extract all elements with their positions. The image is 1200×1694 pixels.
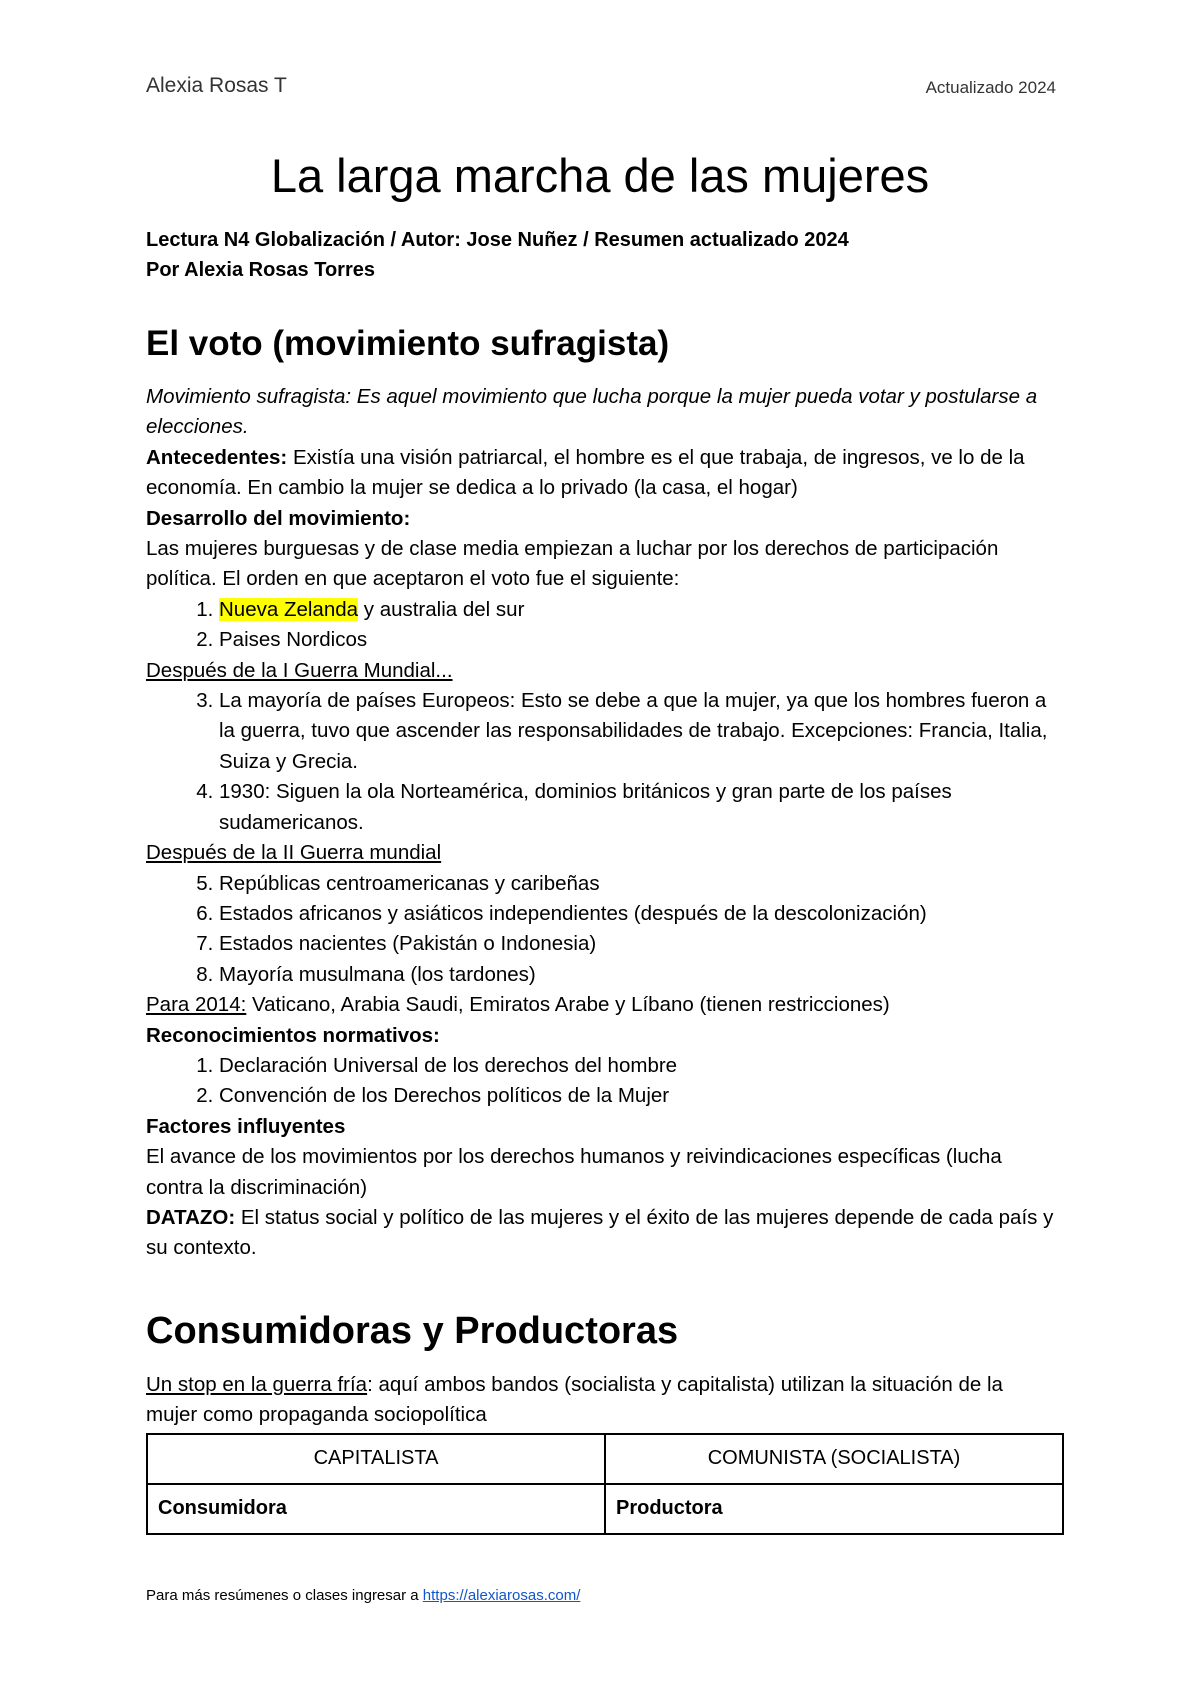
vote-order-list-3 (146, 869, 1056, 991)
factores-text: El avance de los movimientos por los derechos humanos y reivindicaciones específicas (lucha contra la discriminación) (146, 1145, 1002, 1199)
subtitle-line-1: Lectura N4 Globalización / Autor: Jose Nuñez / Resumen actualizado 2024 (146, 229, 849, 251)
antecedentes-text: Existía una visión patriarcal, el hombre es el que trabaja, de ingresos, ve lo de la economía. En cambio la mujer se dedica a lo privado (la casa, el hogar) (146, 445, 1025, 500)
definition (146, 382, 1056, 443)
desarrollo-label (146, 504, 1056, 534)
definition-text: Movimiento sufragista: Es aquel movimiento que lucha porque la mujer pueda votar y postularse a elecciones. (146, 385, 1038, 439)
highlighted-text: Nueva Zelanda (219, 597, 359, 621)
document-body (146, 322, 1056, 1535)
header-updated: Actualizado 2024 (925, 78, 1056, 97)
footer-text: Para más resúmenes o clases ingresar a (146, 1587, 423, 1604)
list-item (219, 595, 1056, 625)
list-item: 7. Estados nacientes (Pakistán o Indonesia) (219, 929, 1056, 959)
stop-label: Un stop en la guerra fría (146, 1372, 368, 1396)
antecedentes-paragraph (146, 443, 1056, 504)
reconocimientos-label (146, 1021, 1056, 1051)
stop-text: : aquí ambos bandos (socialista y capitalista) utilizan la situación de la mujer como propaganda sociopolítica (146, 1372, 1003, 1427)
list-item-text: y australia del sur (358, 597, 525, 621)
document-title: La larga marcha de las mujeres (270, 149, 930, 202)
after-war-1-label: Después de la I Guerra Mundial... (146, 658, 453, 682)
section-heading-consumidoras: Consumidoras y Productoras (146, 1309, 679, 1352)
reconocimientos-label-text: Reconocimientos normativos: (146, 1023, 440, 1047)
list-item: 5. Repúblicas centroamericanas y caribeñas (219, 869, 1056, 899)
vote-order-list-1 (146, 595, 1056, 656)
table-cell: Consumidora (147, 1484, 605, 1534)
para-2014-paragraph (146, 990, 1056, 1020)
section-heading-voto: El voto (movimiento sufragista) (146, 324, 670, 363)
table-header-cell: CAPITALISTA (147, 1434, 605, 1484)
list-item: 2. Convención de los Derechos políticos de la Mujer (219, 1081, 1056, 1111)
para-2014-label: Para 2014: (146, 993, 247, 1017)
table-header-row (147, 1434, 1063, 1484)
subtitle (146, 225, 849, 285)
para-2014-text: Vaticano, Arabia Saudi, Emiratos Arabe y Líbano (tienen restricciones) (246, 993, 890, 1017)
desarrollo-label-text: Desarrollo del movimiento: (146, 506, 411, 530)
after-war-2-label: Después de la II Guerra mundial (146, 841, 442, 865)
factores-label-text: Factores influyentes (146, 1114, 346, 1138)
footer (146, 1587, 580, 1604)
antecedentes-label: Antecedentes: (146, 445, 288, 469)
stop-paragraph (146, 1370, 1056, 1431)
list-item: 6. Estados africanos y asiáticos independientes (después de la descolonización) (219, 899, 1056, 929)
table-row (147, 1484, 1063, 1534)
list-item: 1. Declaración Universal de los derechos del hombre (219, 1051, 1056, 1081)
list-item: 3. La mayoría de países Europeos: Esto se debe a que la mujer, ya que los hombres fueron a la guerra, tuvo que ascender las responsabilidades de trabajo. Excepciones: Francia, Italia, Suiza y Grecia. (219, 686, 1056, 777)
desarrollo-text: Las mujeres burguesas y de clase media empiezan a luchar por los derechos de participación política. El orden en que aceptaron el voto fue el siguiente: (146, 537, 999, 591)
list-item: 8. Mayoría musulmana (los tardones) (219, 960, 1056, 990)
header-author: Alexia Rosas T (146, 74, 287, 97)
factores-label (146, 1112, 1056, 1142)
vote-order-list-2 (146, 686, 1056, 838)
datazo-text: El status social y político de las mujeres y el éxito de las mujeres depende de cada país y su contexto. (146, 1205, 1054, 1260)
comparison-table (146, 1433, 1064, 1535)
list-item: 4. 1930: Siguen la ola Norteamérica, dominios británicos y gran parte de los países sudamericanos. (219, 777, 1056, 838)
table-header-cell: COMUNISTA (SOCIALISTA) (605, 1434, 1063, 1484)
datazo-paragraph (146, 1203, 1056, 1264)
datazo-label: DATAZO: (146, 1205, 236, 1229)
list-item: 2. Paises Nordicos (219, 625, 1056, 655)
reconocimientos-list (146, 1051, 1056, 1112)
footer-link[interactable]: https://alexiarosas.com/ (422, 1587, 581, 1604)
subtitle-line-2: Por Alexia Rosas Torres (146, 259, 375, 281)
table-cell: Productora (605, 1484, 1063, 1534)
